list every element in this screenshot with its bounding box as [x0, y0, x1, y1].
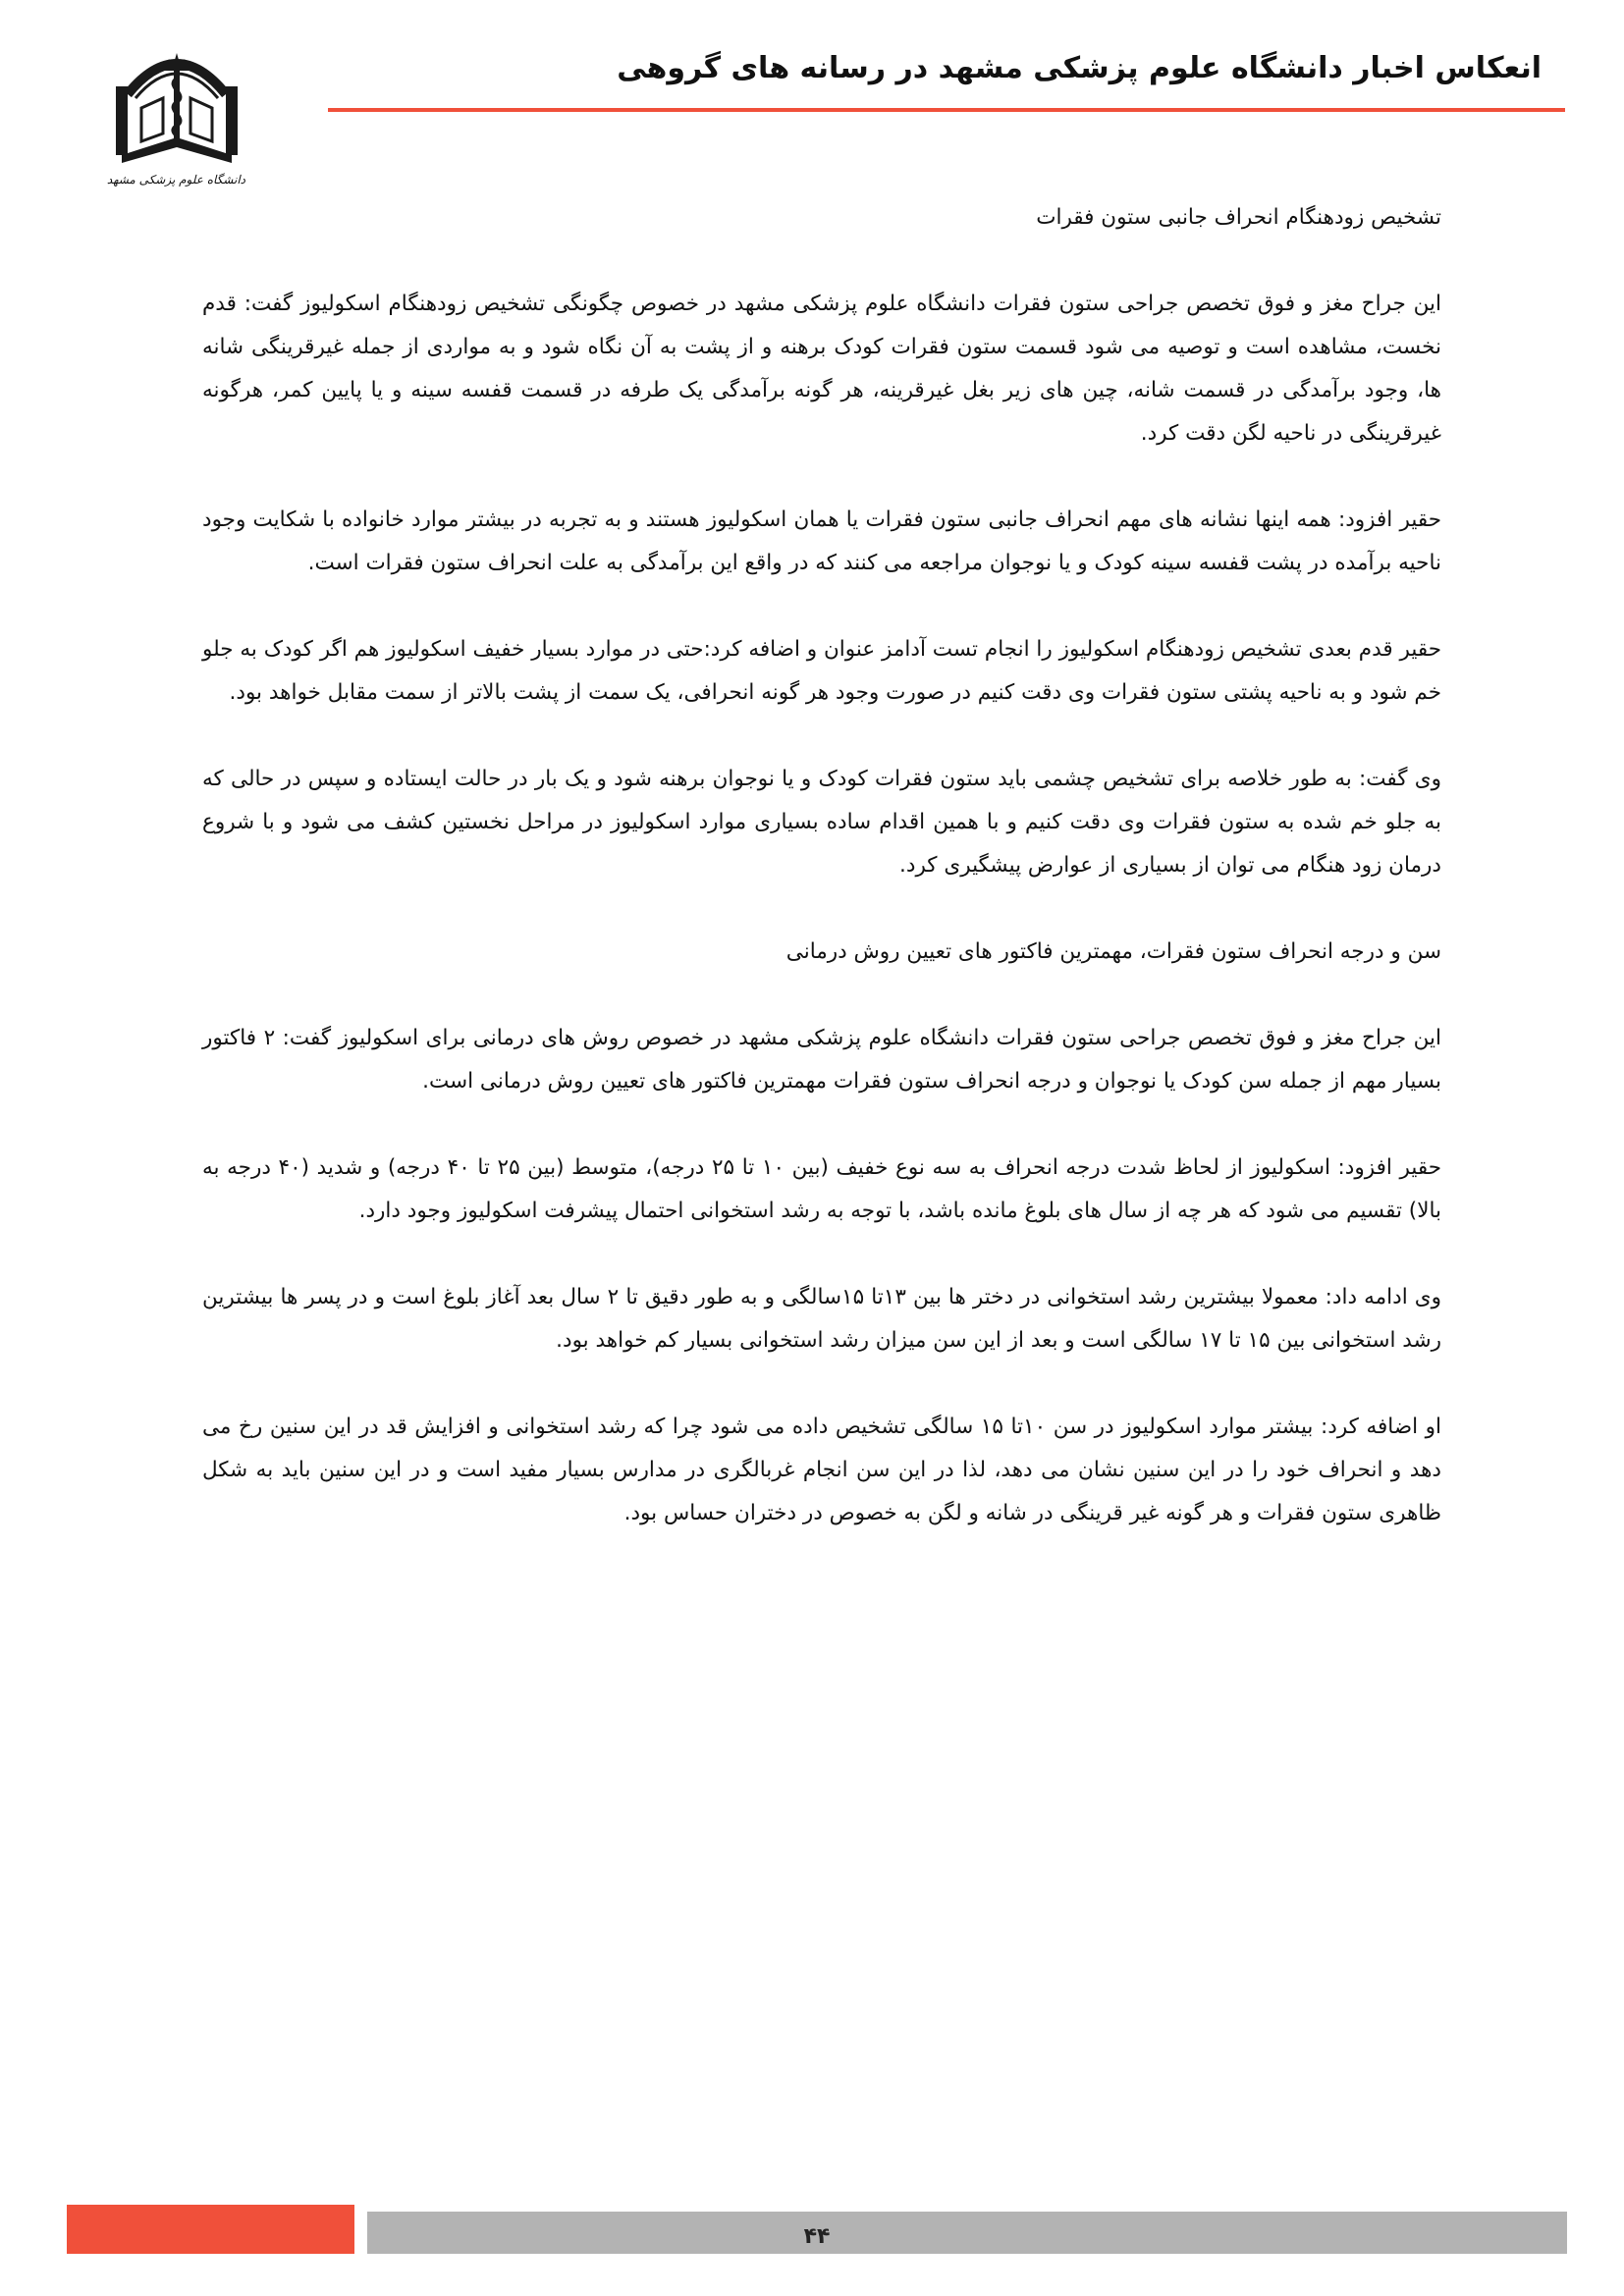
section-heading: سن و درجه انحراف ستون فقرات، مهمترین فاکتور های تعیین روش درمانی [785, 939, 1441, 964]
article-paragraph: حقیر افزود: همه اینها نشانه های مهم انحراف جانبی ستون فقرات یا همان اسکولیوز هستند و به تجربه در بیشتر موارد خانواده با شکایت وجود ناحیه برآمده در پشت قفسه سینه کودک و یا نوجوان مراجعه می کنند که در واقع این برآمدگی به علت انحراف ستون فقرات است. [202, 507, 1441, 575]
university-emblem-icon [108, 39, 245, 169]
header-divider [328, 108, 1565, 112]
footer-accent-bar [67, 2205, 354, 2254]
article-body [202, 196, 1441, 1578]
article-title: تشخیص زودهنگام انحراف جانبی ستون فقرات [1036, 205, 1441, 230]
page-number: ۴۴ [803, 2224, 831, 2249]
article-paragraph: این جراح مغز و فوق تخصص جراحی ستون فقرات دانشگاه علوم پزشکی مشهد در خصوص روش های درمانی برای اسکولیوز گفت: ۲ فاکتور بسیار مهم از جمله سن کودک یا نوجوان و درجه انحراف ستون فقرات مهمترین فاکتور های تعیین روش درمانی است. [202, 1026, 1441, 1094]
article-paragraph: حقیر افزود: اسکولیوز از لحاظ شدت درجه انحراف به سه نوع خفیف (بین ۱۰ تا ۲۵ درجه)، متوسط (بین ۲۵ تا ۴۰ درجه) و شدید (۴۰ درجه به بالا) تقسیم می شود که هر چه از سال های بلوغ مانده باشد، با توجه به رشد استخوانی احتمال پیشرفت اسکولیوز وجود دارد. [202, 1155, 1442, 1223]
university-logo [106, 39, 245, 187]
article-paragraph: این جراح مغز و فوق تخصص جراحی ستون فقرات دانشگاه علوم پزشکی مشهد در خصوص چگونگی تشخیص زودهنگام اسکولیوز گفت: قدم نخست، مشاهده است و توصیه می شود قسمت ستون فقرات کودک برهنه و از پشت به آن نگاه شود و به مواردی از جمله غیرقرینگی شانه ها، وجود برآمدگی در قسمت شانه، چین های زیر بغل غیرقرینه، هر گونه برآمدگی یک طرفه در قسمت قفسه سینه و یا پایین کمر، هرگونه غیرقرینگی در ناحیه لگن دقت کرد. [202, 292, 1441, 446]
article-paragraph: وی گفت: به طور خلاصه برای تشخیص چشمی باید ستون فقرات کودک و یا نوجوان برهنه شود و یک بار در حالت ایستاده و سپس در حالی که به جلو خم شده به ستون فقرات وی دقت کنیم و با همین اقدام ساده بسیاری موارد اسکولیوز در مراحل نخستین کشف می شود و با شروع درمان زود هنگام می توان از بسیاری از عوارض پیشگیری کرد. [202, 767, 1441, 878]
page-header-title: انعکاس اخبار دانشگاه علوم پزشکی مشهد در رسانه های گروهی [617, 51, 1542, 85]
article-paragraph: حقیر قدم بعدی تشخیص زودهنگام اسکولیوز را انجام تست آدامز عنوان و اضافه کرد:حتی در موارد بسیار خفیف اسکولیوز هم اگر کودک به جلو خم شود و به ناحیه پشتی ستون فقرات وی دقت کنیم در صورت وجود هر گونه انحرافی، یک سمت از پشت بالاتر از سمت مقابل خواهد بود. [202, 637, 1441, 705]
article-paragraph: او اضافه کرد: بیشتر موارد اسکولیوز در سن ۱۰تا ۱۵ سالگی تشخیص داده می شود چرا که رشد استخوانی و افزایش قد در این سنین رخ می دهد و انحراف خود را در این سنین نشان می دهد، لذا در این سن انجام غربالگری در مدارس بسیار مفید است و در این سنین باید به شکل ظاهری ستون فقرات و هر گونه غیر قرینگی در شانه و لگن به خصوص در دختران حساس بود. [202, 1415, 1442, 1525]
logo-caption: دانشگاه علوم پزشکی مشهد [106, 173, 245, 187]
article-paragraph: وی ادامه داد: معمولا بیشترین رشد استخوانی در دختر ها بین ۱۳تا ۱۵سالگی و به طور دقیق تا ۲ سال بعد آغاز بلوغ است و در پسر ها بیشترین رشد استخوانی بین ۱۵ تا ۱۷ سالگی است و بعد از این سن میزان رشد استخوانی بسیار کم خواهد بود. [202, 1285, 1442, 1353]
